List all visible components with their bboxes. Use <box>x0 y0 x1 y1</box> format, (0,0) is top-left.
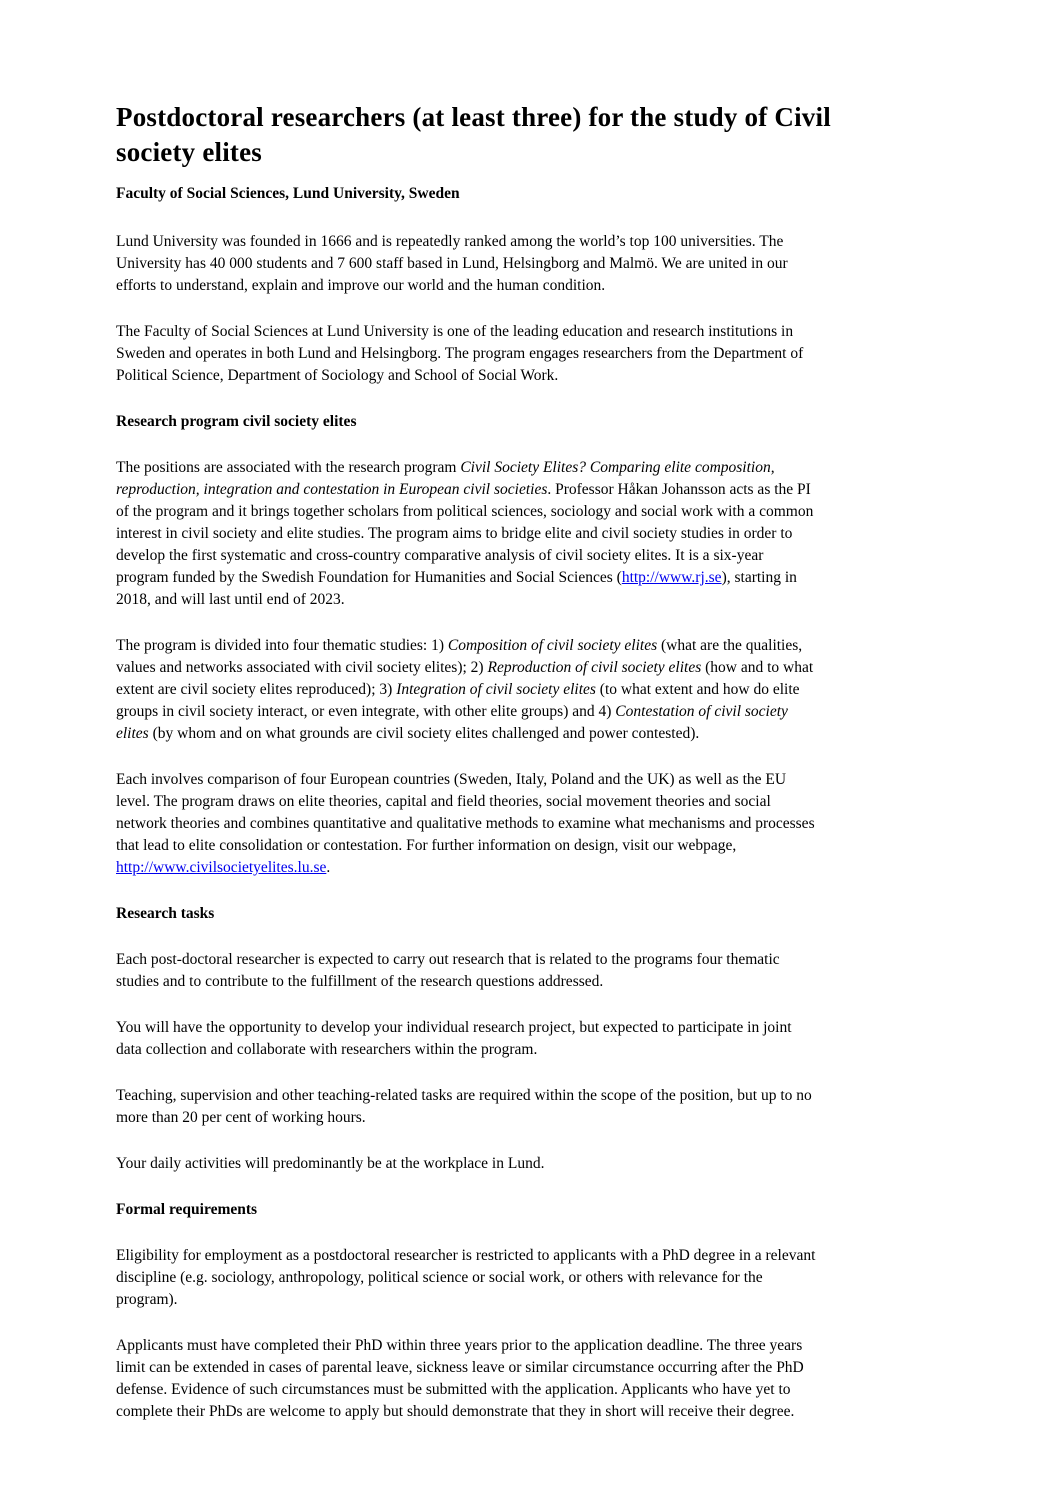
text-run: (what are the qualities, values and networks associated with civil society elites); 2) <box>116 637 803 676</box>
paragraph <box>116 949 816 993</box>
paragraph <box>116 1245 816 1311</box>
italic-text-run: Civil Society Elites? Comparing elite composition, reproduction, integration and contestation in European civil societies <box>116 459 775 498</box>
section-heading <box>116 903 816 925</box>
text-run: (by whom and on what grounds are civil society elites challenged and power contested). <box>148 725 700 742</box>
text-run: . Professor Håkan Johansson acts as the PI of the program and it brings together scholars from political sciences, sociology and social work with a common interest in civil society and elite studies. The program aims to bridge elite and civil society studies in order to develop the first systematic and cross-country comparative analysis of civil society elites. It is a six-year program funded by the Swedish Foundation for Humanities and Social Sciences ( <box>116 481 814 586</box>
text-run: Eligibility for employment as a postdoctoral researcher is restricted to applicants with a PhD degree in a relevant discipline (e.g. sociology, anthropology, political science or social work, or others with relevance for the program). <box>116 1247 816 1308</box>
text-run: Research tasks <box>116 905 215 922</box>
paragraph <box>116 1085 816 1129</box>
text-run: The Faculty of Social Sciences at Lund University is one of the leading education and research institutions in Sweden and operates in both Lund and Helsingborg. The program engages researchers from the Department of Political Science, Department of Sociology and School of Social Work. <box>116 323 804 384</box>
text-run: ), starting in 2018, and will last until end of 2023. <box>116 569 797 608</box>
text-run: Formal requirements <box>116 1201 258 1218</box>
text-run: (to what extent and how do elite groups in civil society interact, or even integrate, with other elite groups) and 4) <box>116 681 800 720</box>
text-run: Your daily activities will predominantly be at the workplace in Lund. <box>116 1155 545 1172</box>
paragraph <box>116 1335 816 1423</box>
section-heading <box>116 1199 816 1221</box>
text-run: Each post-doctoral researcher is expected to carry out research that is related to the programs four thematic studies and to contribute to the fulfillment of the research questions addressed. <box>116 951 780 990</box>
text-run: Teaching, supervision and other teaching-related tasks are required within the scope of the position, but up to no more than 20 per cent of working hours. <box>116 1087 812 1126</box>
text-run: You will have the opportunity to develop your individual research project, but expected to participate in joint data collection and collaborate with researchers within the program. <box>116 1019 792 1058</box>
paragraph <box>116 635 816 745</box>
text-run: The positions are associated with the research program <box>116 459 461 476</box>
document-body <box>116 231 1058 1423</box>
italic-text-run: Composition of civil society elites <box>447 637 658 654</box>
paragraph <box>116 231 816 297</box>
paragraph <box>116 1153 816 1175</box>
document-subtitle: Faculty of Social Sciences, Lund University, Sweden <box>116 185 460 202</box>
italic-text-run: Contestation of civil society elites <box>116 703 788 742</box>
text-run: . <box>326 859 331 876</box>
paragraph <box>116 457 816 611</box>
italic-text-run: Integration of civil society elites <box>396 681 596 698</box>
text-run: Lund University was founded in 1666 and is repeatedly ranked among the world’s top 100 universities. The University has 40 000 students and 7 600 staff based in Lund, Helsingborg and Malmö. We are united in our efforts to understand, explain and improve our world and the human condition. <box>116 233 788 294</box>
hyperlink[interactable]: http://www.civilsocietyelites.lu.se <box>116 859 327 876</box>
text-run: The program is divided into four thematic studies: 1) <box>116 637 448 654</box>
paragraph <box>116 1017 816 1061</box>
text-run: Each involves comparison of four European countries (Sweden, Italy, Poland and the UK) as well as the EU level. The program draws on elite theories, capital and field theories, social movement theories and social network theories and combines quantitative and qualitative methods to examine what mechanisms and processes that lead to elite consolidation or contestation. For further information on design, visit our webpage, <box>116 771 815 854</box>
paragraph <box>116 769 816 879</box>
paragraph <box>116 321 816 387</box>
hyperlink[interactable]: http://www.rj.se <box>621 569 722 586</box>
text-run: Applicants must have completed their PhD within three years prior to the application deadline. The three years limit can be extended in cases of parental leave, sickness leave or similar circumstance occurring after the PhD defense. Evidence of such circumstances must be submitted with the application. Applicants who have yet to complete their PhDs are welcome to apply but should demonstrate that they in short will receive their degree. <box>116 1337 804 1420</box>
page-title: Postdoctoral researchers (at least three) for the study of Civil society elites <box>116 102 831 167</box>
italic-text-run: Reproduction of civil society elites <box>487 659 702 676</box>
text-run: (how and to what extent are civil society elites reproduced); 3) <box>116 659 814 698</box>
text-run: Research program civil society elites <box>116 413 357 430</box>
section-heading <box>116 411 816 433</box>
